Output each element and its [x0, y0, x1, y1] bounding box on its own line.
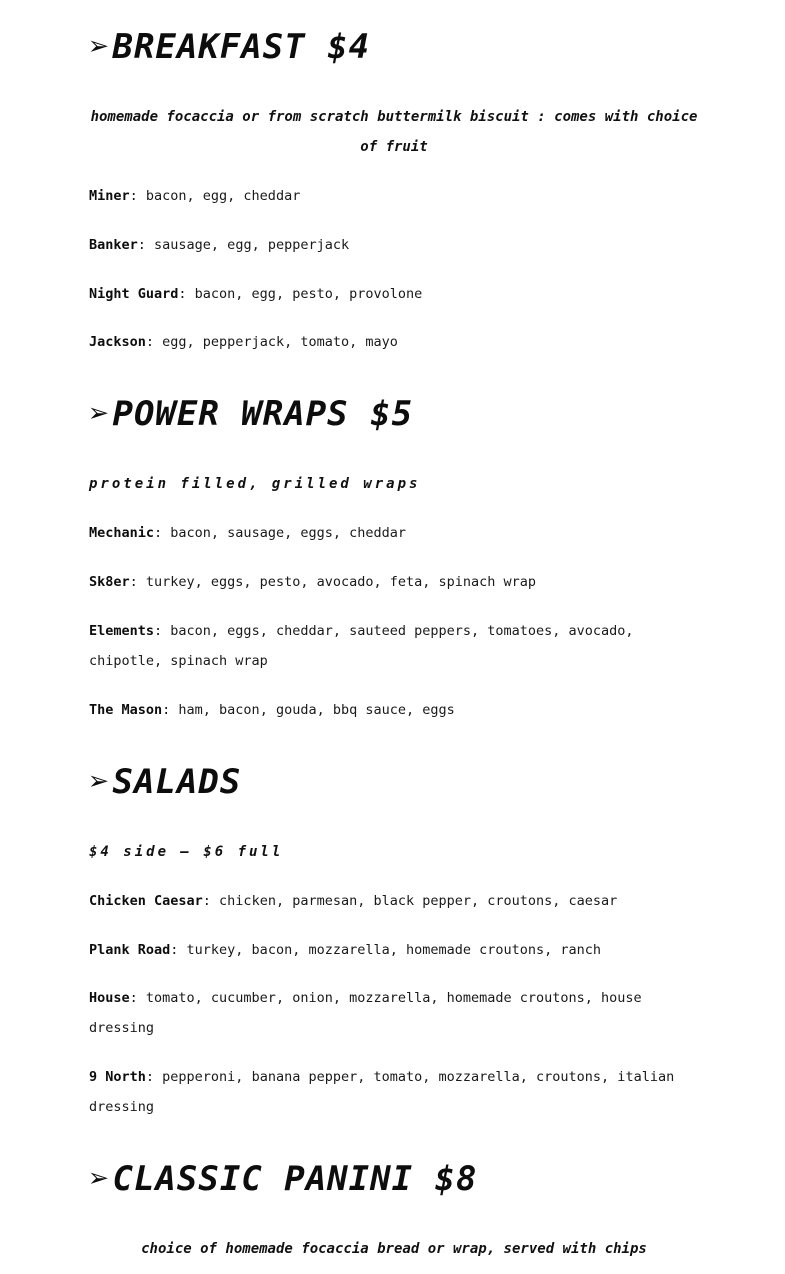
salads-title: SALADS — [112, 762, 242, 802]
item-desc: : bacon, sausage, eggs, cheddar — [154, 525, 406, 541]
arrow-icon: ➢ — [89, 1159, 111, 1199]
classic-panini-title: CLASSIC PANINI $8 — [112, 1159, 478, 1199]
item-name: Jackson — [89, 334, 146, 350]
menu-item — [89, 886, 699, 916]
item-name: The Mason — [89, 702, 163, 718]
breakfast-heading — [89, 27, 699, 67]
item-name: 9 North — [89, 1069, 146, 1085]
item-name: Banker — [89, 237, 138, 253]
menu-item — [89, 230, 699, 260]
item-desc: : tomato, cucumber, onion, mozzarella, homemade croutons, house dressing — [89, 990, 642, 1036]
salads-heading — [89, 762, 699, 802]
menu-item — [89, 1062, 689, 1122]
power-wraps-description: protein filled, grilled wraps — [89, 476, 421, 492]
item-desc: : ham, bacon, gouda, bbq sauce, eggs — [162, 702, 455, 718]
arrow-icon: ➢ — [89, 762, 111, 802]
breakfast-title: BREAKFAST $4 — [112, 27, 371, 67]
item-desc: : bacon, egg, pesto, provolone — [178, 286, 423, 302]
item-desc: : turkey, bacon, mozzarella, homemade croutons, ranch — [170, 942, 602, 958]
item-name: House — [89, 990, 130, 1006]
item-desc: : turkey, eggs, pesto, avocado, feta, spinach wrap — [129, 574, 537, 590]
menu-item — [89, 518, 699, 548]
menu-item — [89, 983, 659, 1043]
item-name: Sk8er — [89, 574, 130, 590]
menu-item — [89, 181, 699, 211]
power-wraps-heading — [89, 394, 699, 434]
classic-panini-description: choice of homemade focaccia bread or wrap, served with chips — [141, 1241, 647, 1257]
menu-item — [89, 279, 699, 309]
arrow-icon: ➢ — [89, 394, 111, 434]
salads-description: $4 side – $6 full — [89, 844, 284, 860]
item-desc: : chicken, parmesan, black pepper, croutons, caesar — [202, 893, 618, 909]
power-wraps-title: POWER WRAPS $5 — [112, 394, 414, 434]
item-desc: : bacon, egg, cheddar — [129, 188, 301, 204]
item-desc: : sausage, egg, pepperjack — [137, 237, 350, 253]
breakfast-description: homemade focaccia or from scratch buttermilk biscuit : comes with choice of fruit — [90, 109, 698, 155]
menu-item — [89, 935, 699, 965]
item-name: Miner — [89, 188, 130, 204]
item-name: Chicken Caesar — [89, 893, 203, 909]
menu-item — [89, 567, 699, 597]
classic-panini-heading — [89, 1159, 699, 1199]
item-name: Night Guard — [89, 286, 179, 302]
item-name: Plank Road — [89, 942, 171, 958]
arrow-icon: ➢ — [89, 27, 111, 67]
item-desc: : bacon, eggs, cheddar, sauteed peppers, tomatoes, avocado, chipotle, spinach wrap — [89, 623, 634, 669]
menu-item — [89, 616, 649, 676]
item-desc: : pepperoni, banana pepper, tomato, mozzarella, croutons, italian dressing — [89, 1069, 675, 1115]
item-name: Elements — [89, 623, 155, 639]
menu-item — [89, 695, 699, 725]
menu-item — [89, 327, 699, 357]
item-desc: : egg, pepperjack, tomato, mayo — [145, 334, 398, 350]
item-name: Mechanic — [89, 525, 155, 541]
